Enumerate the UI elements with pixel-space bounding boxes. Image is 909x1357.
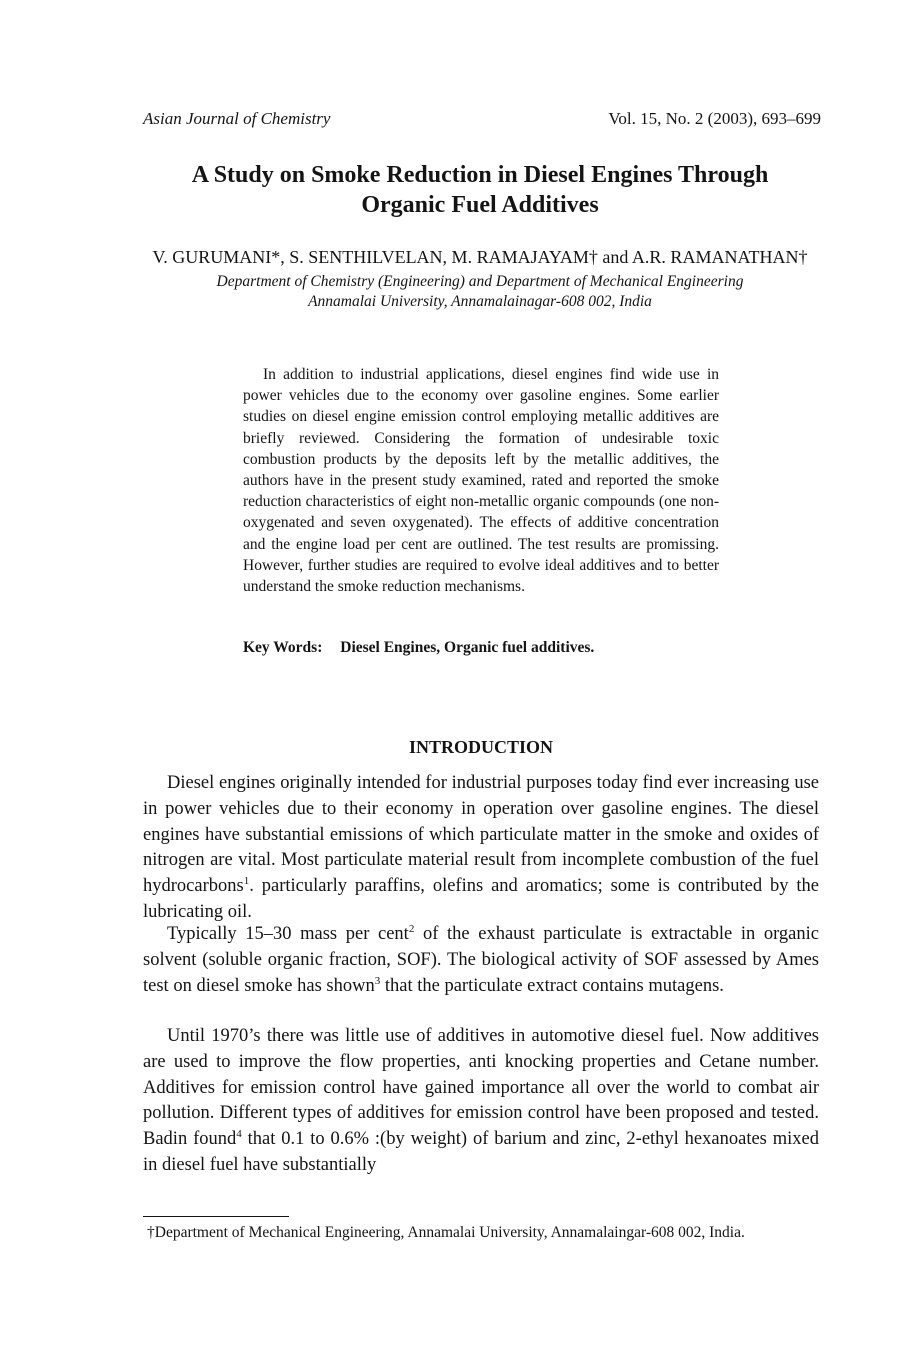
paragraph-text: of the exhaust particulate is extractable in organic solvent (soluble organic fraction, SOF). The biological activity of SOF assessed by Ames test on diesel smoke has shown — [143, 924, 819, 996]
affiliation-line-2: Annamalai University, Annamalainagar-608 002, India — [308, 293, 652, 310]
paragraph-text: . particularly paraffins, olefins and aromatics; some is contributed by the lubricating oil. — [143, 876, 819, 922]
section-heading: INTRODUCTION — [408, 737, 554, 757]
citation-ref: 3 — [374, 974, 381, 987]
paragraph-text: that the particulate extract contains mutagens. — [380, 975, 724, 996]
citation-ref: 1 — [243, 875, 250, 888]
paragraph-text: Diesel engines originally intended for industrial purposes today find ever increasing use in power vehicles due to their economy in operation over gasoline engines. The diesel engines have substantial emissions of which particulate matter in the smoke and oxides of nitrogen are vital. Most particulate material result from incomplete combustion of the fuel hydrocarbons — [143, 773, 819, 897]
body-paragraph-2 — [143, 922, 819, 999]
footnote: †Department of Mechanical Engineering, Annamalai University, Annamalaingar-608 002, India. — [147, 1224, 745, 1241]
body-paragraph-3 — [143, 1024, 819, 1179]
title-line-2: Organic Fuel Additives — [361, 192, 599, 218]
keywords — [243, 637, 719, 659]
title-line-1: A Study on Smoke Reduction in Diesel Engines Through — [191, 162, 769, 188]
citation-ref: 4 — [236, 1128, 242, 1141]
keywords-value: Diesel Engines, Organic fuel additives. — [340, 639, 595, 656]
paragraph-text: Typically 15–30 mass per cent — [167, 924, 409, 944]
footnote-divider — [143, 1216, 289, 1217]
body-paragraph-1 — [143, 771, 819, 926]
affiliation-line-1: Department of Chemistry (Engineering) and Department of Mechanical Engineering — [216, 273, 744, 290]
paragraph-text: that 0.1 to 0.6% :(by weight) of barium and zinc, 2-ethyl hexanoates mixed in diesel fuel have substantially — [143, 1129, 819, 1175]
affiliation — [80, 272, 880, 312]
volume-info: Vol. 15, No. 2 (2003), 693–699 — [608, 109, 821, 128]
paper-title — [100, 160, 860, 220]
citation-ref: 2 — [408, 923, 415, 935]
keywords-label: Key Words: — [243, 639, 323, 656]
paragraph-text: Until 1970’s there was little use of additives in automotive diesel fuel. Now additives are used to improve the flow properties, anti knocking properties and Cetane number. Additives for emission control have gained importance all over the world to combat air pollution. Different types of additives for emission control have been proposed and tested. Badin found — [143, 1026, 819, 1150]
author-list: V. GURUMANI*, S. SENTHILVELAN, M. RAMAJAYAM† and A.R. RAMANATHAN† — [152, 247, 808, 267]
abstract: In addition to industrial applications, diesel engines find wide use in power vehicles due to the economy over gasoline engines. Some earlier studies on diesel engine emission control employing metallic additives are briefly reviewed. Considering the formation of undesirable toxic combustion products by the deposits left by the metallic additives, the authors have in the present study examined, rated and reported the smoke reduction characteristics of eight non-metallic organic compounds (one non-oxygenated and seven oxygenated). The effects of additive concentration and the engine load per cent are outlined. The test results are promissing. However, further studies are required to evolve ideal additives and to better understand the smoke reduction mechanisms. — [243, 366, 719, 596]
journal-name: Asian Journal of Chemistry — [143, 109, 331, 128]
